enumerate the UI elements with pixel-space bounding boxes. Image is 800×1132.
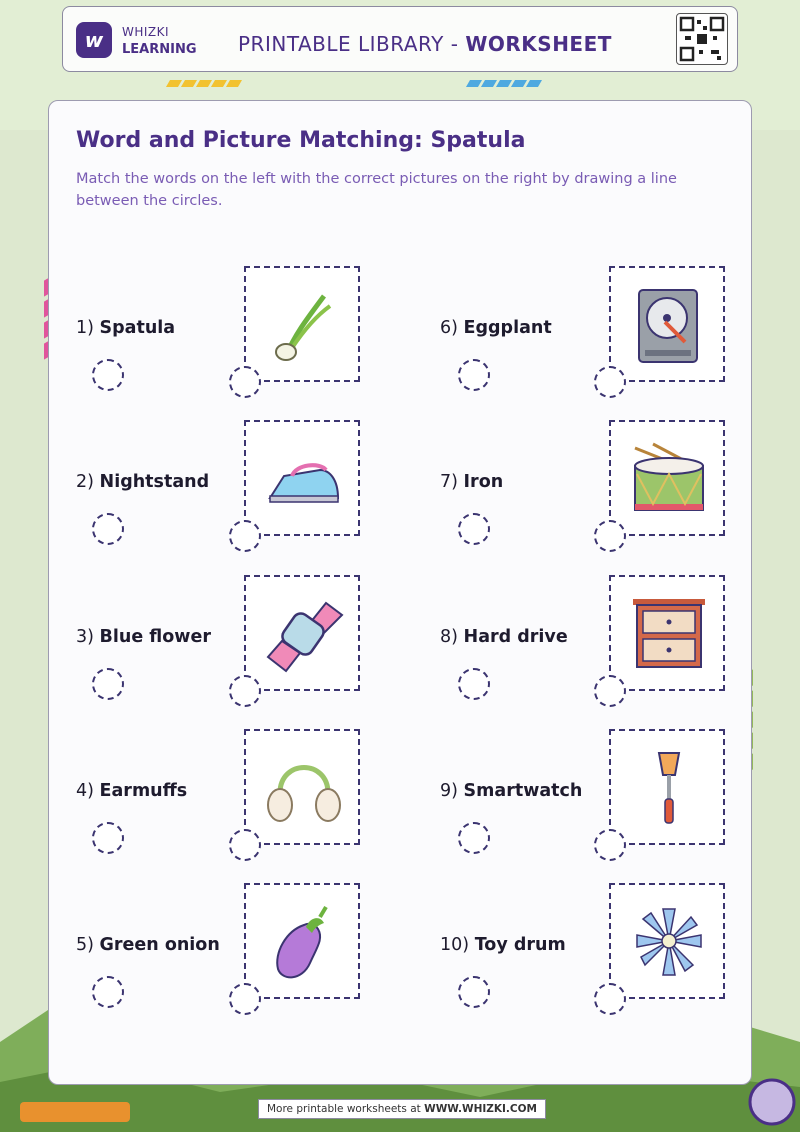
footer-note (258, 1099, 546, 1119)
word-connector-circle[interactable] (458, 976, 490, 1008)
item-word: Eggplant (463, 318, 552, 338)
picture-box (244, 883, 360, 999)
picture-connector-circle[interactable] (229, 520, 261, 552)
picture-connector-circle[interactable] (594, 520, 626, 552)
brand-line-1: WHIZKI (122, 25, 170, 39)
word-connector-circle[interactable] (92, 359, 124, 391)
item-number: 6) (440, 318, 458, 338)
match-word (440, 781, 582, 801)
picture-box (609, 729, 725, 845)
match-word (76, 472, 209, 492)
nightstand-icon (629, 595, 709, 675)
match-word (440, 318, 552, 338)
hard-drive-icon (629, 286, 709, 366)
item-number: 2) (76, 472, 94, 492)
picture-box (244, 575, 360, 691)
smartwatch-icon (264, 595, 344, 675)
footer-text: More printable worksheets at (266, 1103, 425, 1115)
item-word: Toy drum (474, 935, 566, 955)
eggplant-icon (264, 903, 344, 983)
item-word: Blue flower (99, 627, 211, 647)
picture-box (244, 266, 360, 382)
item-number: 3) (76, 627, 94, 647)
picture-box (609, 575, 725, 691)
item-number: 1) (76, 318, 94, 338)
picture-connector-circle[interactable] (594, 675, 626, 707)
picture-box (244, 729, 360, 845)
picture-box (609, 266, 725, 382)
picture-connector-circle[interactable] (229, 829, 261, 861)
yellow-stripes (168, 80, 240, 87)
word-connector-circle[interactable] (458, 668, 490, 700)
iron-icon (264, 440, 344, 520)
word-connector-circle[interactable] (92, 668, 124, 700)
item-word: Iron (463, 472, 504, 492)
brand-line-2: LEARNING (122, 42, 197, 57)
picture-box (244, 420, 360, 536)
word-connector-circle[interactable] (92, 822, 124, 854)
match-word (76, 935, 220, 955)
picture-connector-circle[interactable] (229, 675, 261, 707)
match-word (76, 318, 175, 338)
word-connector-circle[interactable] (458, 359, 490, 391)
header-title-bold: WORKSHEET (465, 32, 612, 56)
qr-code-icon (676, 13, 728, 65)
picture-connector-circle[interactable] (594, 366, 626, 398)
match-word (76, 627, 211, 647)
match-word (440, 472, 503, 492)
brand-name (122, 24, 197, 58)
picture-connector-circle[interactable] (229, 983, 261, 1015)
spatula-icon (629, 749, 709, 829)
blue-stripes (468, 80, 540, 87)
header-title (238, 32, 612, 56)
word-connector-circle[interactable] (92, 513, 124, 545)
item-number: 9) (440, 781, 458, 801)
item-word: Earmuffs (99, 781, 188, 801)
match-word (76, 781, 187, 801)
item-number: 10) (440, 935, 470, 955)
item-word: Green onion (99, 935, 220, 955)
whizki-logo[interactable] (76, 22, 112, 58)
footer-site-link[interactable]: WWW.WHIZKI.COM (424, 1103, 537, 1115)
picture-box (609, 420, 725, 536)
picture-connector-circle[interactable] (594, 983, 626, 1015)
match-word (440, 935, 566, 955)
earmuffs-icon (264, 749, 344, 829)
green-onion-icon (264, 286, 344, 366)
worksheet-instructions: Match the words on the left with the correct pictures on the right by drawing a line between the circles. (76, 171, 677, 209)
item-number: 5) (76, 935, 94, 955)
picture-box (609, 883, 725, 999)
item-number: 8) (440, 627, 458, 647)
item-number: 7) (440, 472, 458, 492)
item-number: 4) (76, 781, 94, 801)
header-title-regular: PRINTABLE LIBRARY - (238, 32, 466, 56)
item-word: Nightstand (99, 472, 210, 492)
blue-flower-icon (629, 903, 709, 983)
worksheet-title: Word and Picture Matching: Spatula (76, 128, 526, 153)
item-word: Spatula (99, 318, 176, 338)
word-connector-circle[interactable] (92, 976, 124, 1008)
word-connector-circle[interactable] (458, 822, 490, 854)
picture-connector-circle[interactable] (229, 366, 261, 398)
match-word (440, 627, 568, 647)
item-word: Hard drive (463, 627, 568, 647)
logo-letter: w (84, 28, 104, 52)
toy-drum-icon (629, 440, 709, 520)
picture-connector-circle[interactable] (594, 829, 626, 861)
item-word: Smartwatch (463, 781, 583, 801)
word-connector-circle[interactable] (458, 513, 490, 545)
